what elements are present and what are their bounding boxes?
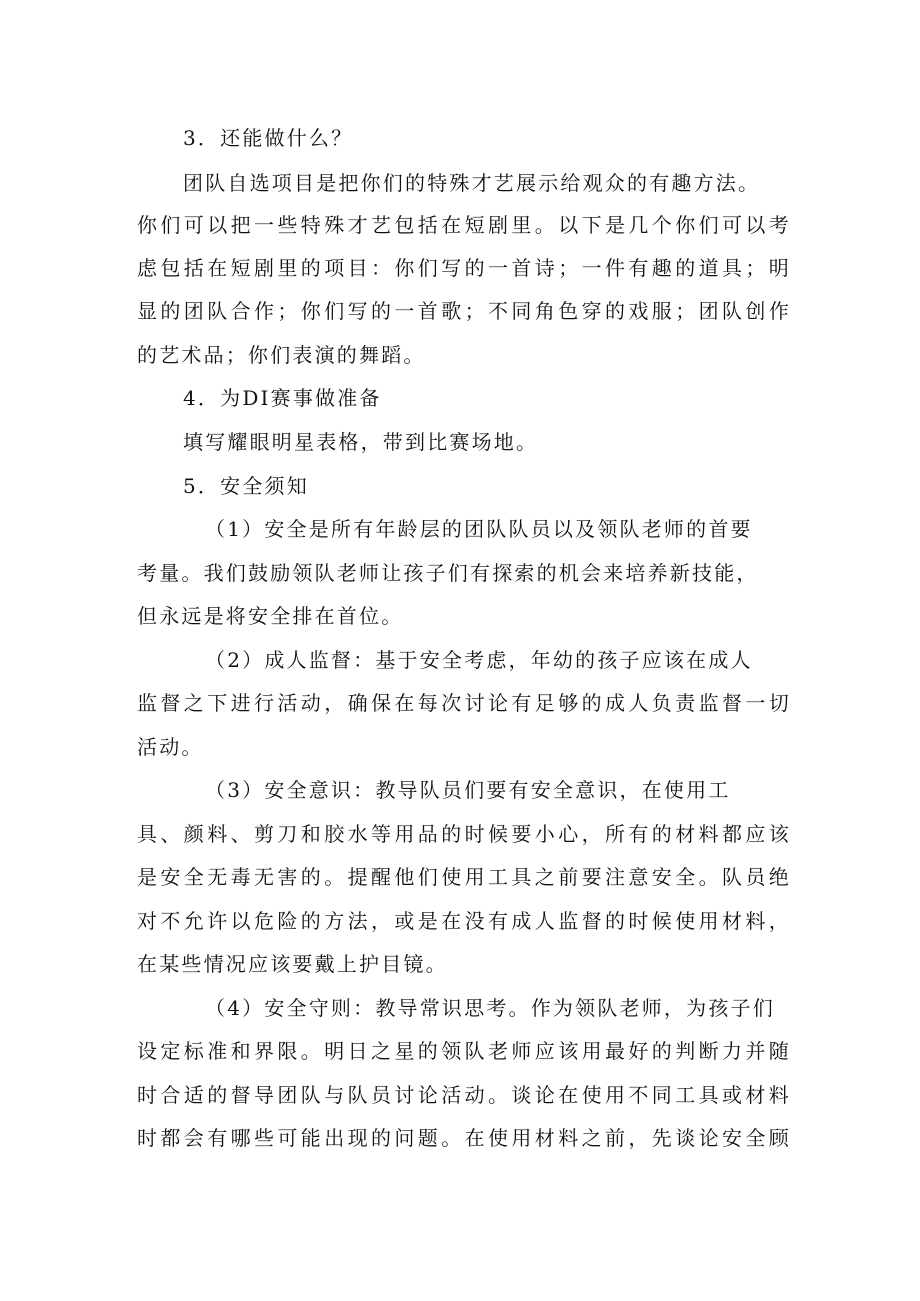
paragraph-line: 团队自选项目是把你们的特殊才艺展示给观众的有趣方法。 [183, 171, 761, 195]
paragraph-line: 显的团队合作；你们写的一首歌；不同角色穿的戏服；团队创作 [137, 299, 793, 323]
heading-3: 3．还能做什么？ [183, 126, 354, 150]
paragraph-line: （4）安全守则：教导常识思考。作为领队老师，为孩子们 [205, 996, 775, 1020]
paragraph-line: 你们可以把一些特殊才艺包括在短剧里。以下是几个你们可以考 [137, 213, 793, 237]
paragraph-line: 活动。 [137, 735, 204, 759]
paragraph-line: 填写耀眼明星表格，带到比赛场地。 [183, 430, 539, 454]
paragraph-line: （2）成人监督：基于安全考虑，年幼的孩子应该在成人 [205, 648, 753, 672]
paragraph-line: 对不允许以危险的方法，或是在没有成人监督的时候使用材料， [137, 909, 793, 933]
heading-5: 5．安全须知 [183, 474, 309, 498]
paragraph-line: （3）安全意识：教导队员们要有安全意识，在使用工 [205, 778, 731, 802]
paragraph-line: 但永远是将安全排在首位。 [137, 604, 404, 628]
paragraph-line: 具、颜料、剪刀和胶水等用品的时候要小心，所有的材料都应该 [137, 822, 793, 846]
heading-4: 4．为DI赛事做准备 [183, 386, 382, 410]
paragraph-line: （1）安全是所有年龄层的团队队员以及领队老师的首要 [205, 517, 753, 541]
paragraph-line: 虑包括在短剧里的项目：你们写的一首诗；一件有趣的道具；明 [137, 256, 793, 280]
paragraph-line: 监督之下进行活动，确保在每次讨论有足够的成人负责监督一切 [137, 691, 793, 715]
paragraph-line: 在某些情况应该要戴上护目镜。 [137, 952, 448, 976]
paragraph-line: 是安全无毒无害的。提醒他们使用工具之前要注意安全。队员绝 [137, 865, 793, 889]
paragraph-line: 时都会有哪些可能出现的问题。在使用材料之前，先谈论安全顾 [137, 1126, 793, 1150]
paragraph-line: 考量。我们鼓励领队老师让孩子们有探索的机会来培养新技能， [137, 561, 759, 585]
paragraph-line: 时合适的督导团队与队员讨论活动。谈论在使用不同工具或材料 [137, 1083, 793, 1107]
paragraph-line: 设定标准和界限。明日之星的领队老师应该用最好的判断力并随 [137, 1039, 793, 1063]
paragraph-line: 的艺术品；你们表演的舞蹈。 [137, 343, 426, 367]
